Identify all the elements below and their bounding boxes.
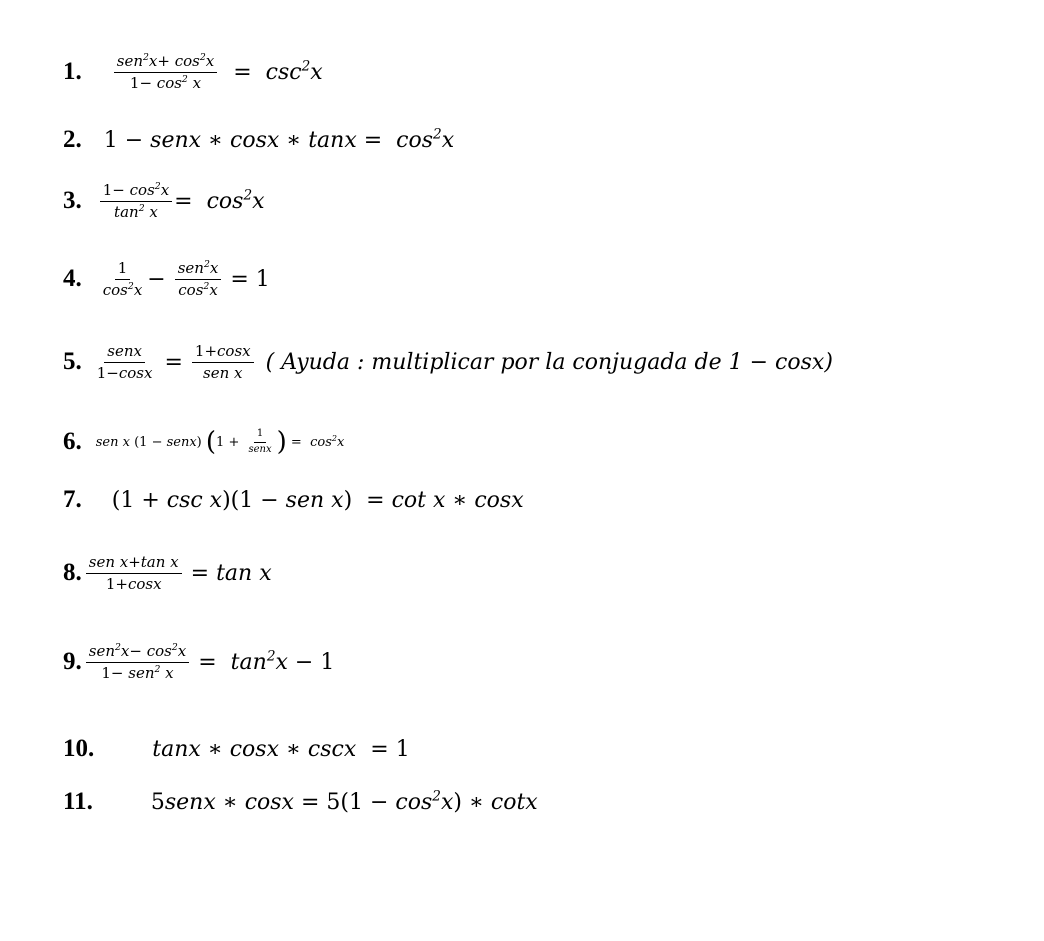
problem-8 [63,553,272,594]
equation-8-lhs: $\frac{\text{sen x+tan x}}{1+\cos x}$ [86,553,182,594]
problem-number: 8. [63,559,82,587]
problem-11 [63,788,538,816]
equation-9-lhs: $\frac{sen^2x- \cos^2x}{1- sen^2 x}$ [86,642,190,683]
problem-number: 7. [63,486,82,513]
problem-number: 3. [63,187,82,215]
equation-6-inner-fraction: $\frac{1}{\text{senx}}$ [248,428,272,455]
problem-6: 6. sen x (1 − senx) ( 1 + $\frac{1}{\text{senx}}$ ) = $\cos^2x$ [63,427,345,457]
equation-3-rhs: = $\cos^2x$ [174,187,265,214]
problem-5: 5. $\frac{\text{senx}}{1-\cos x}$ = $\frac{1+\cos x}{\text{sen x}}$ ( Ayuda : multiplicar por la conjugada de 1 − cosx) [63,342,833,382]
equation-1-rhs: = $\csc^2x$ [233,58,323,85]
problem-4: 4. $\frac{1}{\cos^2x}$ − $\frac{sen^2x}{\cos^2x}$ = 1 [63,259,270,299]
problem-number: 10. [63,735,95,762]
problem-10 [63,735,410,763]
problem-number: 1. [63,58,82,86]
problem-number: 5. [63,348,82,376]
problem-9 [63,642,334,683]
equation-5-rhs: $\frac{1+\cos x}{\text{sen x}}$ [192,342,254,383]
problem-1 [63,52,323,93]
equation-4-term-1: $\frac{1}{\cos^2x}$ [102,259,143,299]
problem-7 [63,486,524,514]
equation-1-lhs: $\frac{sen^2x+ \cos^2x}{1- \cos^2 x}$ [114,52,218,93]
equation-6-rhs: = $\cos^2x$ [290,433,345,450]
equation-4-rhs: = 1 [230,266,270,292]
problem-number: 4. [63,265,82,293]
problem-2 [63,126,454,154]
problem-number: 9. [63,648,82,676]
problem-3 [63,181,265,222]
equation-3-lhs: $\frac{1- \cos^2x}{\tan^2 x}$ [100,181,172,222]
problem-number: 11. [63,788,93,815]
problem-number: 6. [63,428,82,455]
equation-7: (1 + csc x)(1 − sen x) = cot x ∗ cosx [111,487,524,513]
equation-4-term-2: $\frac{sen^2x}{\cos^2x}$ [175,259,222,300]
equation-8-rhs: = tan x [190,560,272,586]
equation-6-lhs: sen x (1 − senx) [95,434,202,450]
equation-9-rhs: = $\tan^2x - 1$ [198,648,335,675]
equation-11: 5senx ∗ $\cos x = 5(1 - \cos^2x)$ ∗ cotx [150,788,538,815]
equation-5-lhs: $\frac{\text{senx}}{1-\cos x}$ [96,342,153,382]
hint-note: ( Ayuda : multiplicar por la conjugada de 1 − cosx) [265,349,833,375]
problem-number: 2. [63,126,82,153]
equation-2: 1 − senx ∗ cosx ∗ $\tan x = \cos^2x$ [103,126,455,153]
equation-10: tanx ∗ cosx ∗ cscx = 1 [152,736,410,762]
